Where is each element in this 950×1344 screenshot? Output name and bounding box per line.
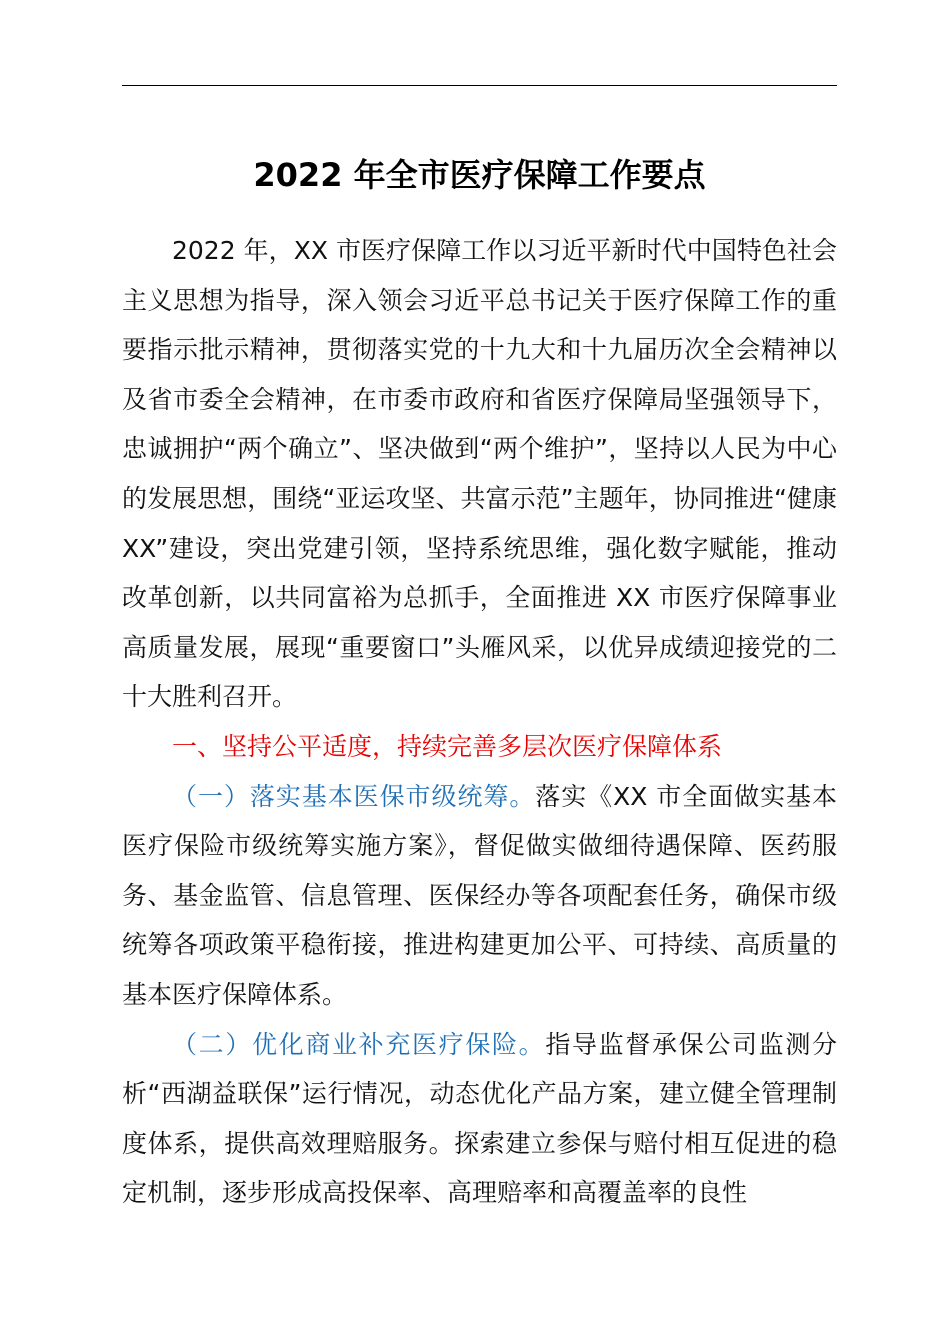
item-text-1: 落实《XX 市全面做实基本医疗保险市级统筹实施方案》，督促做实做细待遇保障、医药服务、基金监管、信息管理、医保经办等各项配套任务，确保市级统筹各项政策平稳衔接，推进构建更加公平、可持续、高质量的基本医疗保障体系。 (122, 781, 837, 1009)
item-heading-1: （一）落实基本医保市级统筹。 (172, 781, 536, 811)
document-title: 2022 年全市医疗保障工作要点 (253, 156, 706, 194)
intro-paragraph: 2022 年，XX 市医疗保障工作以习近平新时代中国特色社会主义思想为指导，深入领会习近平总书记关于医疗保障工作的重要指示批示精神，贯彻落实党的十九大和十九届历次全会精神以及省市委全会精神，在市委市政府和省医疗保障局坚强领导下，忠诚拥护“两个确立”、坚决做到“两个维护”，坚持以人民为中心的发展思想，围绕“亚运攻坚、共富示范”主题年，协同推进“健康 XX”建设，突出党建引领，坚持系统思维，强化数字赋能，推动改革创新，以共同富裕为总抓手，全面推进 XX 市医疗保障事业高质量发展，展现“重要窗口”头雁风采，以优异成绩迎接党的二十大胜利召开。 (122, 236, 837, 712)
item-paragraph-1 (122, 772, 837, 1020)
section-heading-1: 一、坚持公平适度，持续完善多层次医疗保障体系 (172, 731, 723, 761)
document-body (122, 226, 837, 1218)
item-text-2: 指导监督承保公司监测分析“西湖益联保”运行情况，动态优化产品方案，建立健全管理制度体系，提供高效理赔服务。探索建立参保与赔付相互促进的稳定机制，逐步形成高投保率、高理赔率和高覆盖率的良性 (122, 1029, 837, 1208)
item-heading-2: （二）优化商业补充医疗保险。 (172, 1029, 546, 1059)
item-paragraph-2 (122, 1020, 837, 1218)
header-rule (122, 85, 837, 86)
